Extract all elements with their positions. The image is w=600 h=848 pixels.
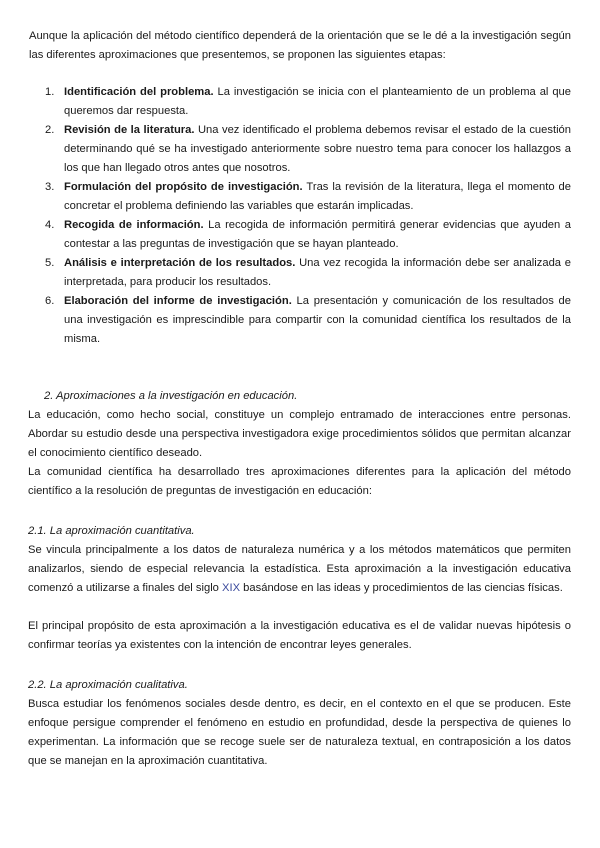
step-title: Recogida de información. [64,219,204,231]
intro-paragraph: Aunque la aplicación del método científico dependerá de la orientación que se le dé a la investigación según las diferentes aproximaciones que presentemos, se proponen las siguientes etapas: [29,30,571,61]
step-text: Una vez identificado el problema debemos revisar el estado de la cuestión determinando qué se ha investigado anteriormente sobre nuestro tema para conocer los hallazgos a los que han llegado otros antes que nosotros. [64,124,571,174]
step-title: Identificación del problema. [64,86,214,98]
list-item [28,292,571,349]
section-2-2-paragraph-1: Busca estudiar los fenómenos sociales desde dentro, es decir, en el contexto en el que se producen. Este enfoque persigue comprender el fenómeno en estudio en profundidad, desde la perspectiva de quienes lo experimentan. La información que se recoge suele ser de naturaleza textual, en contraposición a los datos que se manejan en la aproximación cuantitativa. [28,698,571,767]
list-item [28,121,571,178]
section-2-1-body [28,541,571,598]
list-item [28,254,571,292]
step-text: La presentación y comunicación de los resultados de una investigación es imprescindible para compartir con la comunidad científica los resultados de la misma. [64,295,571,345]
step-number: 5. [45,257,55,269]
century-numeral: XIX [222,582,241,594]
section-2-paragraph-2: La comunidad científica ha desarrollado tres aproximaciones diferentes para la aplicación del método científico a la resolución de preguntas de investigación en educación: [28,466,571,497]
section-2-2-body [28,695,571,771]
section-2-1-heading: 2.1. La aproximación cuantitativa. [28,525,195,537]
section-2-paragraph-1: La educación, como hecho social, constituye un complejo entramado de interacciones entre personas. Abordar su estudio desde una perspectiva investigadora exige procedimientos sólidos que permitan alcanzar el conocimiento científico deseado. [28,409,571,459]
step-title: Análisis e interpretación de los resultados. [64,257,296,269]
step-title: Elaboración del informe de investigación. [64,295,292,307]
list-item [28,83,571,121]
research-steps-list [28,83,571,349]
section-2-heading: 2. Aproximaciones a la investigación en educación. [44,390,298,402]
step-number: 1. [45,86,55,98]
paragraph-text: basándose en las ideas y procedimientos de las ciencias físicas. [240,582,563,594]
paragraph-text: Se vincula principalmente a los datos de naturaleza numérica y a los métodos matemáticos que permiten analizarlos, siendo de especial relevancia la estadística. Esta aproximación a la investigación educativa comenzó a utilizarse a finales del siglo [28,544,571,594]
list-item [28,178,571,216]
step-number: 2. [45,124,55,136]
step-text: Una vez recogida la información debe ser analizada e interpretada, para producir los resultados. [64,257,571,288]
list-item [28,216,571,254]
step-number: 3. [45,181,55,193]
step-number: 4. [45,219,55,231]
section-2-2-heading: 2.2. La aproximación cualitativa. [28,679,188,691]
section-2-1-paragraph-2: El principal propósito de esta aproximación a la investigación educativa es el de validar nuevas hipótesis o confirmar teorías ya existentes con la intención de encontrar leyes generales. [28,620,571,651]
section-2-1-paragraph-1 [28,541,571,598]
step-title: Formulación del propósito de investigación. [64,181,303,193]
section-2-body [28,406,571,501]
step-text: La investigación se inicia con el planteamiento de un problema al que queremos dar respuesta. [64,86,571,117]
step-text: La recogida de información permitirá generar evidencias que ayuden a contestar a las preguntas de investigación que se hayan planteado. [64,219,571,250]
step-number: 6. [45,295,55,307]
section-2-1-body-2 [28,617,571,655]
step-text: Tras la revisión de la literatura, llega el momento de concretar el problema definiendo las variables que estarán implicadas. [64,181,571,212]
step-title: Revisión de la literatura. [64,124,195,136]
